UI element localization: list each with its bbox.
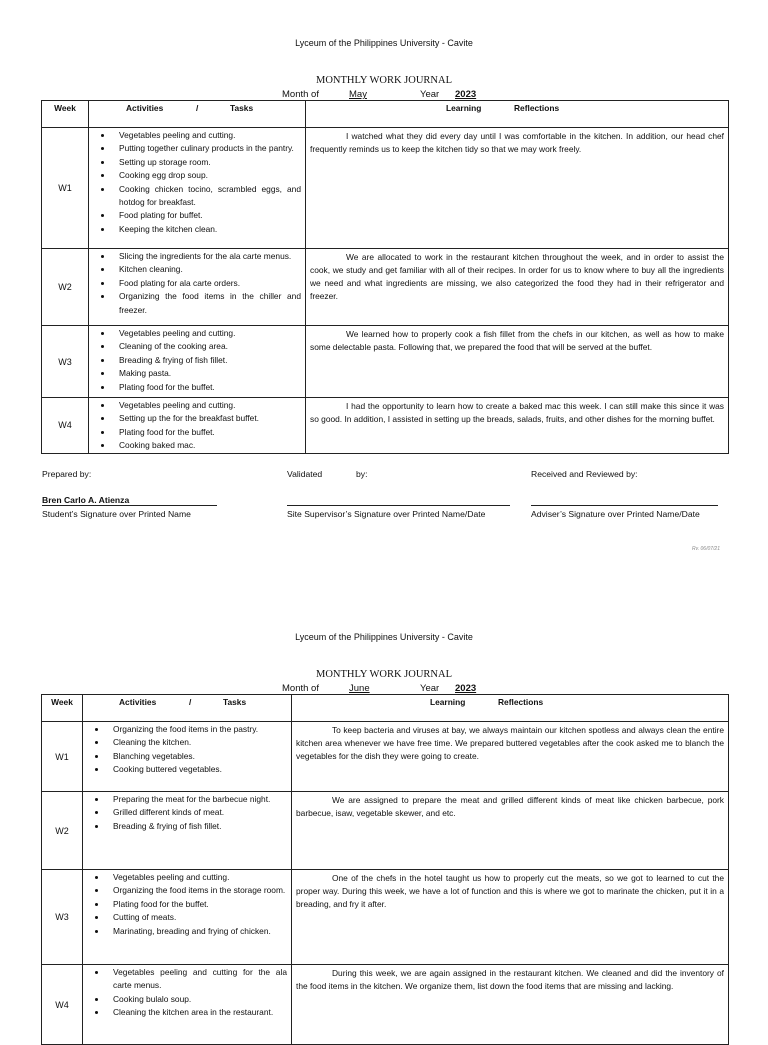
tasks-label: Tasks [230,103,254,113]
learning-label: Learning [446,103,482,113]
list-item: • Marinating, breading and frying of chicken. [107,925,287,938]
week-cell: W3 [42,870,83,965]
year-value: 2023 [455,683,477,694]
list-item: • Cooking buttered vegetables. [107,763,287,776]
reflection-cell: During this week, we are again assigned in the restaurant kitchen. We cleaned and did the inventory of the food items in the kitchen. We organize them, list down the food items that are missing and lacking. [292,965,729,1045]
university-name: Lyceum of the Philippines University - Cavite [295,38,473,48]
university-name: Lyceum of the Philippines University - Cavite [295,632,473,642]
list-item: • Plating food for the buffet. [113,381,301,394]
reflections-label: Reflections [514,103,560,113]
list-item: • Cooking egg drop soup. [113,169,301,182]
journal-table [41,694,729,1045]
validated-label: Validated [287,469,323,479]
reflection-cell: I watched what they did every day until I was comfortable in the kitchen. In addition, our head chef frequently reminds us to keep the kitchen tidy so that we may work freely. [306,128,729,249]
week-cell: W4 [42,965,83,1045]
activities-cell [83,792,292,870]
week-cell: W2 [42,249,89,326]
list-item: • Making pasta. [113,367,301,380]
activities-cell [89,128,306,249]
activities-cell [83,722,292,792]
list-item: • Cooking bulalo soup. [107,993,287,1006]
table-row [42,722,729,792]
list-item: • Organizing the food items in the chiller and freezer. [113,290,301,317]
list-item: • Cleaning the kitchen. [107,736,287,749]
list-item: • Vegetables peeling and cutting. [113,399,301,412]
year-label: Year [420,89,440,100]
table-row [42,398,729,454]
reflection-cell: To keep bacteria and viruses at bay, we always maintain our kitchen spotless and always clean the entire kitchen area whenever we have free time. We prepared buttered vegetables after the cook asked me to blanch the vegetables for the dish they were going to create. [292,722,729,792]
journal-title: MONTHLY WORK JOURNAL [315,75,453,86]
journal-table [41,100,729,454]
table-row [42,792,729,870]
month-label: Month of [282,89,319,100]
table-header-row [42,695,729,722]
validated-by-label: by: [356,469,368,479]
learning-reflections-header [292,695,729,722]
slash-label: / [189,697,192,707]
activities-header [83,695,292,722]
learning-reflections-header [306,101,729,128]
list-item: • Keeping the kitchen clean. [113,223,301,236]
student-signature-line [42,505,217,506]
adviser-signature-caption: Adviser’s Signature over Printed Name/Date [531,509,700,519]
list-item: • Plating food for the buffet. [107,898,287,911]
journal-title: MONTHLY WORK JOURNAL [315,669,453,680]
list-item: • Vegetables peeling and cutting for the ala carte menus. [107,966,287,993]
list-item: • Organizing the food items in the storage room. [107,884,287,897]
reflection-cell: We are allocated to work in the restaurant kitchen throughout the week, and in order to assist the cook, we study and get familiar with all of their recipes. In order for us to know where to buy all the ingredients we need and what ingredients are missing, we also categorized the food they had in their refrigerator and freezer. [306,249,729,326]
month-value: June [349,683,370,694]
activities-header [89,101,306,128]
list-item: • Slicing the ingredients for the ala carte menus. [113,250,301,263]
received-reviewed-label: Received and Reviewed by: [531,469,638,479]
slash-label: / [196,103,199,113]
week-cell: W3 [42,326,89,398]
week-header: Week [42,101,89,128]
list-item: • Blanching vegetables. [107,750,287,763]
reflection-cell: We are assigned to prepare the meat and grilled different kinds of meat like chicken barbecue, pork barbecue, isaw, vegetable skewer, and etc. [292,792,729,870]
list-item: • Setting up storage room. [113,156,301,169]
list-item: • Breading & frying of fish fillet. [107,820,287,833]
supervisor-signature-caption: Site Supervisor’s Signature over Printed Name/Date [287,509,486,519]
year-label: Year [420,683,440,694]
activities-label: Activities [126,103,164,113]
list-item: • Kitchen cleaning. [113,263,301,276]
table-row [42,249,729,326]
list-item: • Setting up the for the breakfast buffet. [113,412,301,425]
table-row [42,128,729,249]
student-signature-caption: Student’s Signature over Printed Name [42,509,191,519]
reflection-cell: One of the chefs in the hotel taught us how to properly cut the meats, so we got to learned to cut the proper way. During this week, we have a lot of function and this is where we got to marinate the chicken, put it in a breading, and fry it after. [292,870,729,965]
list-item: • Organizing the food items in the pastry. [107,723,287,736]
list-item: • Vegetables peeling and cutting. [113,129,301,142]
activities-label: Activities [119,697,157,707]
tasks-label: Tasks [223,697,247,707]
week-cell: W1 [42,128,89,249]
list-item: • Cleaning the kitchen area in the restaurant. [107,1006,287,1019]
list-item: • Putting together culinary products in the pantry. [113,142,301,155]
adviser-signature-line [531,505,718,506]
supervisor-signature-line [287,505,510,506]
month-value: May [349,89,367,100]
table-row [42,326,729,398]
reflections-label: Reflections [498,697,544,707]
month-label: Month of [282,683,319,694]
table-row [42,870,729,965]
list-item: • Cutting of meats. [107,911,287,924]
prepared-by-label: Prepared by: [42,469,92,479]
list-item: • Preparing the meat for the barbecue night. [107,793,287,806]
list-item: • Grilled different kinds of meat. [107,806,287,819]
list-item: • Breading & frying of fish fillet. [113,354,301,367]
activities-cell [89,249,306,326]
week-header: Week [42,695,83,722]
student-name: Bren Carlo A. Atienza [42,495,130,505]
list-item: • Vegetables peeling and cutting. [113,327,301,340]
week-cell: W2 [42,792,83,870]
week-cell: W1 [42,722,83,792]
learning-label: Learning [430,697,466,707]
list-item: • Vegetables peeling and cutting. [107,871,287,884]
reflection-cell: I had the opportunity to learn how to create a baked mac this week. I can still make this since it was so good. In addition, I assisted in setting up the breads, salads, fruits, and other dishes for the morning buffet. [306,398,729,454]
activities-cell [83,870,292,965]
list-item: • Food plating for ala carte orders. [113,277,301,290]
activities-cell [89,326,306,398]
list-item: • Food plating for buffet. [113,209,301,222]
list-item: • Cleaning of the cooking area. [113,340,301,353]
reflection-cell: We learned how to properly cook a fish fillet from the chefs in our kitchen, as well as how to make some delectable pasta. Following that, we prepared the food that will be served at the buffet. [306,326,729,398]
activities-cell [89,398,306,454]
list-item: • Cooking chicken tocino, scrambled eggs, and hotdog for breakfast. [113,183,301,210]
list-item: • Cooking baked mac. [113,439,301,452]
activities-cell [83,965,292,1045]
week-cell: W4 [42,398,89,454]
revision-note: Rv. 06/07/21 [692,546,720,552]
list-item: • Plating food for the buffet. [113,426,301,439]
table-header-row [42,101,729,128]
year-value: 2023 [455,89,477,100]
table-row [42,965,729,1045]
